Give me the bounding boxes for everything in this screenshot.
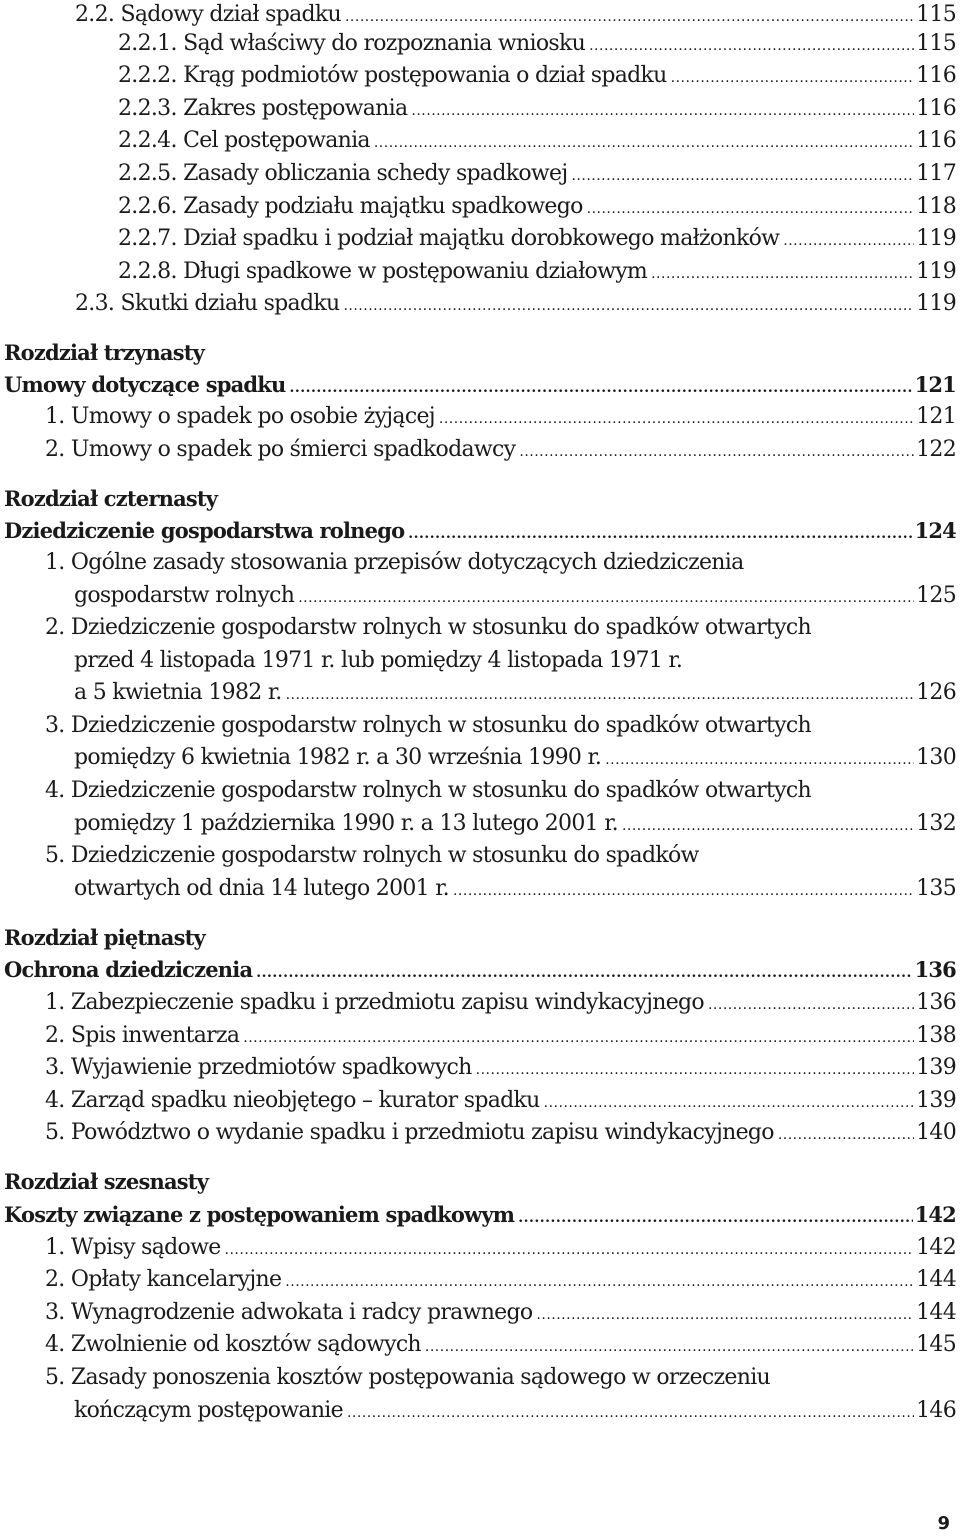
entry-number: 2. <box>45 615 65 640</box>
entry-title: Umowy o spadek po śmierci spadkodawcy <box>70 437 516 462</box>
dot-leader <box>622 811 914 841</box>
dot-leader <box>343 291 914 321</box>
entry-number: 2.2. <box>75 2 115 27</box>
toc-entry <box>45 776 956 806</box>
entry-page: 139 <box>916 1055 956 1080</box>
entry-number: 4. <box>45 1332 65 1357</box>
toc-entry <box>45 841 956 871</box>
toc-entry-continuation <box>74 1396 956 1426</box>
entry-page: 145 <box>916 1332 956 1357</box>
entry-title: Dziedziczenie gospodarstw rolnych w stosunku do spadków otwartych <box>70 615 811 640</box>
entry-page: 144 <box>916 1267 956 1292</box>
entry-number: 2. <box>45 1267 65 1292</box>
dot-leader <box>708 990 914 1020</box>
dot-leader <box>374 128 914 158</box>
dot-leader <box>518 1203 912 1233</box>
entry-page: 118 <box>916 194 956 219</box>
entry-title: Powództwo o wydanie spadku i przedmiotu zapisu windykacyjnego <box>70 1120 774 1145</box>
chapter-label: Rozdział czternasty <box>4 486 218 511</box>
entry-title: otwartych od dnia 14 lutego 2001 r. <box>74 876 449 901</box>
toc-entry-continuation <box>74 678 956 708</box>
entry-page: 136 <box>916 990 956 1015</box>
entry-page: 116 <box>916 96 956 121</box>
entry-title: Wynagrodzenie adwokata i radcy prawnego <box>70 1300 533 1325</box>
entry-number: 2.2.2. <box>118 63 177 88</box>
toc-entry <box>118 126 956 156</box>
entry-page: 136 <box>914 957 956 982</box>
entry-title: Dziedziczenie gospodarstw rolnych w stosunku do spadków otwartych <box>70 713 811 738</box>
toc-entry <box>118 257 956 287</box>
dot-leader <box>411 96 914 126</box>
dot-leader <box>671 63 914 93</box>
toc-entry <box>45 1265 956 1295</box>
dot-leader <box>453 876 914 906</box>
entry-title: Sądowy dział spadku <box>120 2 341 27</box>
entry-page: 130 <box>916 745 956 770</box>
toc-entry <box>45 711 956 741</box>
dot-leader <box>286 680 915 710</box>
entry-number: 1. <box>45 550 65 575</box>
dot-leader <box>536 1300 914 1330</box>
entry-title: Dziedziczenie gospodarstw rolnych w stosunku do spadków <box>70 843 699 868</box>
dot-leader <box>519 437 914 467</box>
dot-leader <box>589 31 914 61</box>
toc-entry <box>45 435 956 465</box>
chapter-label: Rozdział trzynasty <box>4 340 205 365</box>
entry-title: Opłaty kancelaryjne <box>70 1267 282 1292</box>
entry-page: 116 <box>916 128 956 153</box>
toc-entry-continuation <box>74 743 956 773</box>
entry-title: Zakres postępowania <box>183 96 408 121</box>
entry-page: 116 <box>916 63 956 88</box>
chapter-heading <box>4 923 956 953</box>
dot-leader <box>225 1235 915 1265</box>
entry-page: 142 <box>916 1235 956 1260</box>
entry-number: 3. <box>45 1055 65 1080</box>
entry-page: 121 <box>916 404 956 429</box>
entry-title: Zwolnienie od kosztów sądowych <box>70 1332 421 1357</box>
entry-number: 1. <box>45 404 65 429</box>
chapter-label: Rozdział szesnasty <box>4 1169 209 1194</box>
entry-title: Krąg podmiotów postępowania o dział spadku <box>183 63 667 88</box>
dot-leader <box>544 1088 914 1118</box>
dot-leader <box>783 226 914 256</box>
entry-title: a 5 kwietnia 1982 r. <box>74 680 282 705</box>
entry-number: 2.2.3. <box>118 96 177 121</box>
entry-number: 2.2.7. <box>118 226 177 251</box>
entry-page: 132 <box>916 811 956 836</box>
entry-title: Cel postępowania <box>183 128 370 153</box>
entry-number: 2.2.8. <box>118 259 177 284</box>
toc-entry <box>118 159 956 189</box>
dot-leader <box>425 1332 914 1362</box>
dot-leader <box>290 373 913 403</box>
dot-leader <box>347 1398 914 1428</box>
dot-leader <box>256 958 912 988</box>
entry-page: 122 <box>916 437 956 462</box>
entry-number: 2. <box>45 437 65 462</box>
entry-page: 125 <box>916 583 956 608</box>
entry-number: 2.2.1. <box>118 31 177 56</box>
entry-title: Długi spadkowe w postępowaniu działowym <box>183 259 648 284</box>
dot-leader <box>298 583 914 613</box>
entry-title: Dziedziczenie gospodarstw rolnych w stosunku do spadków otwartych <box>70 778 811 803</box>
entry-page: 144 <box>916 1300 956 1325</box>
entry-page: 119 <box>916 259 956 284</box>
entry-page: 135 <box>916 876 956 901</box>
entry-number: 5. <box>45 1120 65 1145</box>
entry-title: Wpisy sądowe <box>70 1235 221 1260</box>
entry-number: 2.3. <box>75 291 115 316</box>
entry-page: 142 <box>914 1202 956 1227</box>
toc-entry <box>75 289 956 319</box>
toc-entry <box>45 1086 956 1116</box>
toc-entry <box>118 192 956 222</box>
chapter-title-entry <box>4 370 956 400</box>
toc-entry <box>45 988 956 1018</box>
chapter-title: Ochrona dziedziczenia <box>4 957 253 982</box>
entry-title: Skutki działu spadku <box>120 291 340 316</box>
entry-title: Umowy o spadek po osobie żyjącej <box>70 404 435 429</box>
toc-entry-continuation <box>74 581 956 611</box>
toc-entry <box>45 1363 956 1393</box>
entry-title: Zasady ponoszenia kosztów postępowania sądowego w orzeczeniu <box>70 1365 771 1390</box>
toc-entry <box>45 1233 956 1263</box>
toc-entry <box>118 29 956 59</box>
entry-number: 1. <box>45 990 65 1015</box>
chapter-label: Rozdział piętnasty <box>4 925 205 950</box>
entry-number: 5. <box>45 843 65 868</box>
entry-title: Spis inwentarza <box>70 1023 240 1048</box>
entry-page: 138 <box>916 1023 956 1048</box>
entry-title: Zasady obliczania schedy spadkowej <box>183 161 568 186</box>
chapter-title-entry <box>4 955 956 985</box>
entry-number: 2.2.5. <box>118 161 177 186</box>
entry-title: Dział spadku i podział majątku dorobkowego małżonków <box>183 226 780 251</box>
entry-title: gospodarstw rolnych <box>74 583 295 608</box>
entry-page: 119 <box>916 291 956 316</box>
entry-page: 139 <box>916 1088 956 1113</box>
toc-entry <box>45 1298 956 1328</box>
chapter-heading <box>4 1167 956 1197</box>
toc-entry <box>45 402 956 432</box>
entry-number: 2.2.6. <box>118 194 177 219</box>
entry-page: 115 <box>916 31 956 56</box>
dot-leader <box>476 1055 914 1085</box>
toc-entry <box>45 1118 956 1148</box>
entry-title: pomiędzy 1 października 1990 r. a 13 lutego 2001 r. <box>74 811 618 836</box>
entry-number: 2. <box>45 1023 65 1048</box>
dot-leader <box>439 404 914 434</box>
toc-entry <box>118 94 956 124</box>
entry-title: Sąd właściwy do rozpoznania wniosku <box>183 31 586 56</box>
dot-leader <box>651 259 914 289</box>
dot-leader <box>571 161 914 191</box>
entry-page: 117 <box>916 161 956 186</box>
entry-title: pomiędzy 6 kwietnia 1982 r. a 30 września 1990 r. <box>74 745 602 770</box>
entry-number: 4. <box>45 778 65 803</box>
toc-entry <box>118 224 956 254</box>
dot-leader <box>243 1023 914 1053</box>
entry-number: 4. <box>45 1088 65 1113</box>
toc-entry <box>75 0 956 30</box>
toc-entry <box>45 1330 956 1360</box>
entry-title: Zarząd spadku nieobjętego – kurator spadku <box>70 1088 540 1113</box>
entry-page: 126 <box>916 680 956 705</box>
entry-title: przed 4 listopada 1971 r. lub pomiędzy 4 listopada 1971 r. <box>74 648 683 673</box>
entry-page: 146 <box>916 1398 956 1423</box>
chapter-title-entry <box>4 1200 956 1230</box>
toc-entry <box>45 1021 956 1051</box>
dot-leader <box>345 2 914 32</box>
toc-entry <box>118 61 956 91</box>
entry-title: Zasady podziału majątku spadkowego <box>183 194 583 219</box>
entry-title: Ogólne zasady stosowania przepisów dotyczących dziedziczenia <box>70 550 744 575</box>
toc-entry-continuation <box>74 809 956 839</box>
entry-page: 124 <box>914 518 956 543</box>
entry-title: kończącym postępowanie <box>74 1398 343 1423</box>
chapter-title-entry <box>4 516 956 546</box>
entry-number: 3. <box>45 1300 65 1325</box>
dot-leader <box>587 194 914 224</box>
chapter-title: Umowy dotyczące spadku <box>4 372 286 397</box>
dot-leader <box>778 1120 914 1150</box>
entry-number: 5. <box>45 1365 65 1390</box>
dot-leader <box>285 1267 914 1297</box>
toc-entry <box>45 613 956 643</box>
entry-number: 3. <box>45 713 65 738</box>
chapter-title: Koszty związane z postępowaniem spadkowym <box>4 1202 515 1227</box>
entry-number: 2.2.4. <box>118 128 177 153</box>
toc-entry-continuation <box>74 646 956 676</box>
entry-page: 121 <box>914 372 956 397</box>
page-number: 9 <box>937 1513 950 1534</box>
entry-title: Wyjawienie przedmiotów spadkowych <box>70 1055 472 1080</box>
entry-title: Zabezpieczenie spadku i przedmiotu zapisu windykacyjnego <box>70 990 704 1015</box>
dot-leader <box>605 745 914 775</box>
entry-page: 140 <box>916 1120 956 1145</box>
chapter-title: Dziedziczenie gospodarstwa rolnego <box>4 518 405 543</box>
dot-leader <box>408 519 912 549</box>
chapter-heading <box>4 484 956 514</box>
entry-number: 1. <box>45 1235 65 1260</box>
entry-page: 119 <box>916 226 956 251</box>
entry-page: 115 <box>916 2 956 27</box>
toc-entry-continuation <box>74 874 956 904</box>
chapter-heading <box>4 338 956 368</box>
toc-entry <box>45 548 956 578</box>
toc-entry <box>45 1053 956 1083</box>
